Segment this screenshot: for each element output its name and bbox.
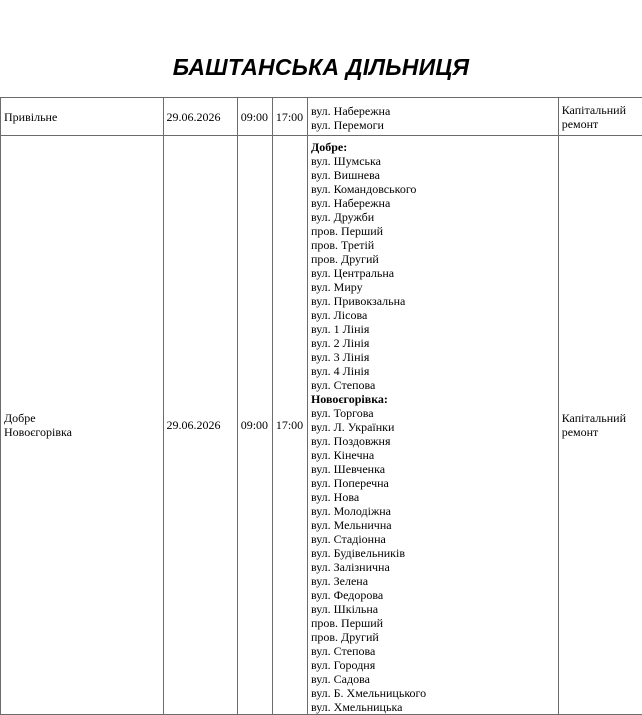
outage-date: 29.06.2026 [167, 418, 237, 432]
end-time: 17:00 [276, 418, 307, 432]
street-item: вул. Садова [311, 672, 558, 686]
street-item: вул. Поздовжня [311, 434, 558, 448]
work-type: ремонт [562, 117, 642, 131]
street-item: вул. Залізнична [311, 560, 558, 574]
street-item: вул. Кінечна [311, 448, 558, 462]
street-item: пров. Перший [311, 224, 558, 238]
street-item: вул. Стадіонна [311, 532, 558, 546]
street-item: вул. Шкільна [311, 602, 558, 616]
street-item: вул. Дружби [311, 210, 558, 224]
street-item: вул. Шевченка [311, 462, 558, 476]
street-item: пров. Другий [311, 630, 558, 644]
street-item: вул. Городня [311, 658, 558, 672]
street-item: пров. Третій [311, 238, 558, 252]
street-item: вул. 1 Лінія [311, 322, 558, 336]
outage-date: 29.06.2026 [167, 110, 237, 124]
work-type: ремонт [562, 425, 642, 439]
street-item: вул. Молодіжна [311, 504, 558, 518]
end-time-cell [272, 98, 307, 136]
date-cell [163, 98, 237, 136]
settlement-heading: Добре: [311, 140, 558, 154]
street-item: вул. Зелена [311, 574, 558, 588]
work-type: Капітальний [562, 411, 642, 425]
street-item: вул. 4 Лінія [311, 364, 558, 378]
street-item: вул. Мельнична [311, 518, 558, 532]
start-time: 09:00 [241, 110, 272, 124]
start-time: 09:00 [241, 418, 272, 432]
location-name: Новоєгорівка [4, 425, 163, 439]
street-item: вул. Шумська [311, 154, 558, 168]
street-item: вул. Федорова [311, 588, 558, 602]
end-time: 17:00 [276, 110, 307, 124]
street-item: вул. Поперечна [311, 476, 558, 490]
street-item: вул. Степова [311, 378, 558, 392]
location-cell [1, 136, 164, 715]
street-item: вул. Вишнева [311, 168, 558, 182]
work-type-cell [558, 98, 642, 136]
schedule-body [1, 98, 642, 715]
street-item: вул. Набережна [311, 104, 558, 118]
date-cell [163, 136, 237, 715]
street-item: вул. Центральна [311, 266, 558, 280]
location-name: Привільне [4, 110, 163, 124]
street-item: вул. Привокзальна [311, 294, 558, 308]
street-item: вул. Набережна [311, 196, 558, 210]
street-item: вул. Б. Хмельницького [311, 686, 558, 700]
settlement-heading: Новоєгорівка: [311, 392, 558, 406]
table-row [1, 136, 642, 715]
street-item: пров. Перший [311, 616, 558, 630]
street-item: вул. Лісова [311, 308, 558, 322]
street-item: вул. Степова [311, 644, 558, 658]
page-title: БАШТАНСЬКА ДІЛЬНИЦЯ [0, 52, 642, 82]
location-cell [1, 98, 164, 136]
work-type: Капітальний [562, 103, 642, 117]
outage-schedule-table [0, 97, 642, 715]
streets-cell [307, 98, 558, 136]
street-item: вул. Нова [311, 490, 558, 504]
street-item: вул. Л. Українки [311, 420, 558, 434]
table-row [1, 98, 642, 136]
street-item: вул. 3 Лінія [311, 350, 558, 364]
street-item: пров. Другий [311, 252, 558, 266]
street-item: вул. Миру [311, 280, 558, 294]
street-item: вул. Командовського [311, 182, 558, 196]
street-item: вул. Торгова [311, 406, 558, 420]
start-time-cell [237, 98, 272, 136]
start-time-cell [237, 136, 272, 715]
street-item: вул. Хмельницька [311, 700, 558, 714]
location-name: Добре [4, 411, 163, 425]
street-item: вул. Будівельників [311, 546, 558, 560]
end-time-cell [272, 136, 307, 715]
streets-cell [307, 136, 558, 715]
street-item: вул. 2 Лінія [311, 336, 558, 350]
street-item: вул. Перемоги [311, 118, 558, 132]
work-type-cell [558, 136, 642, 715]
